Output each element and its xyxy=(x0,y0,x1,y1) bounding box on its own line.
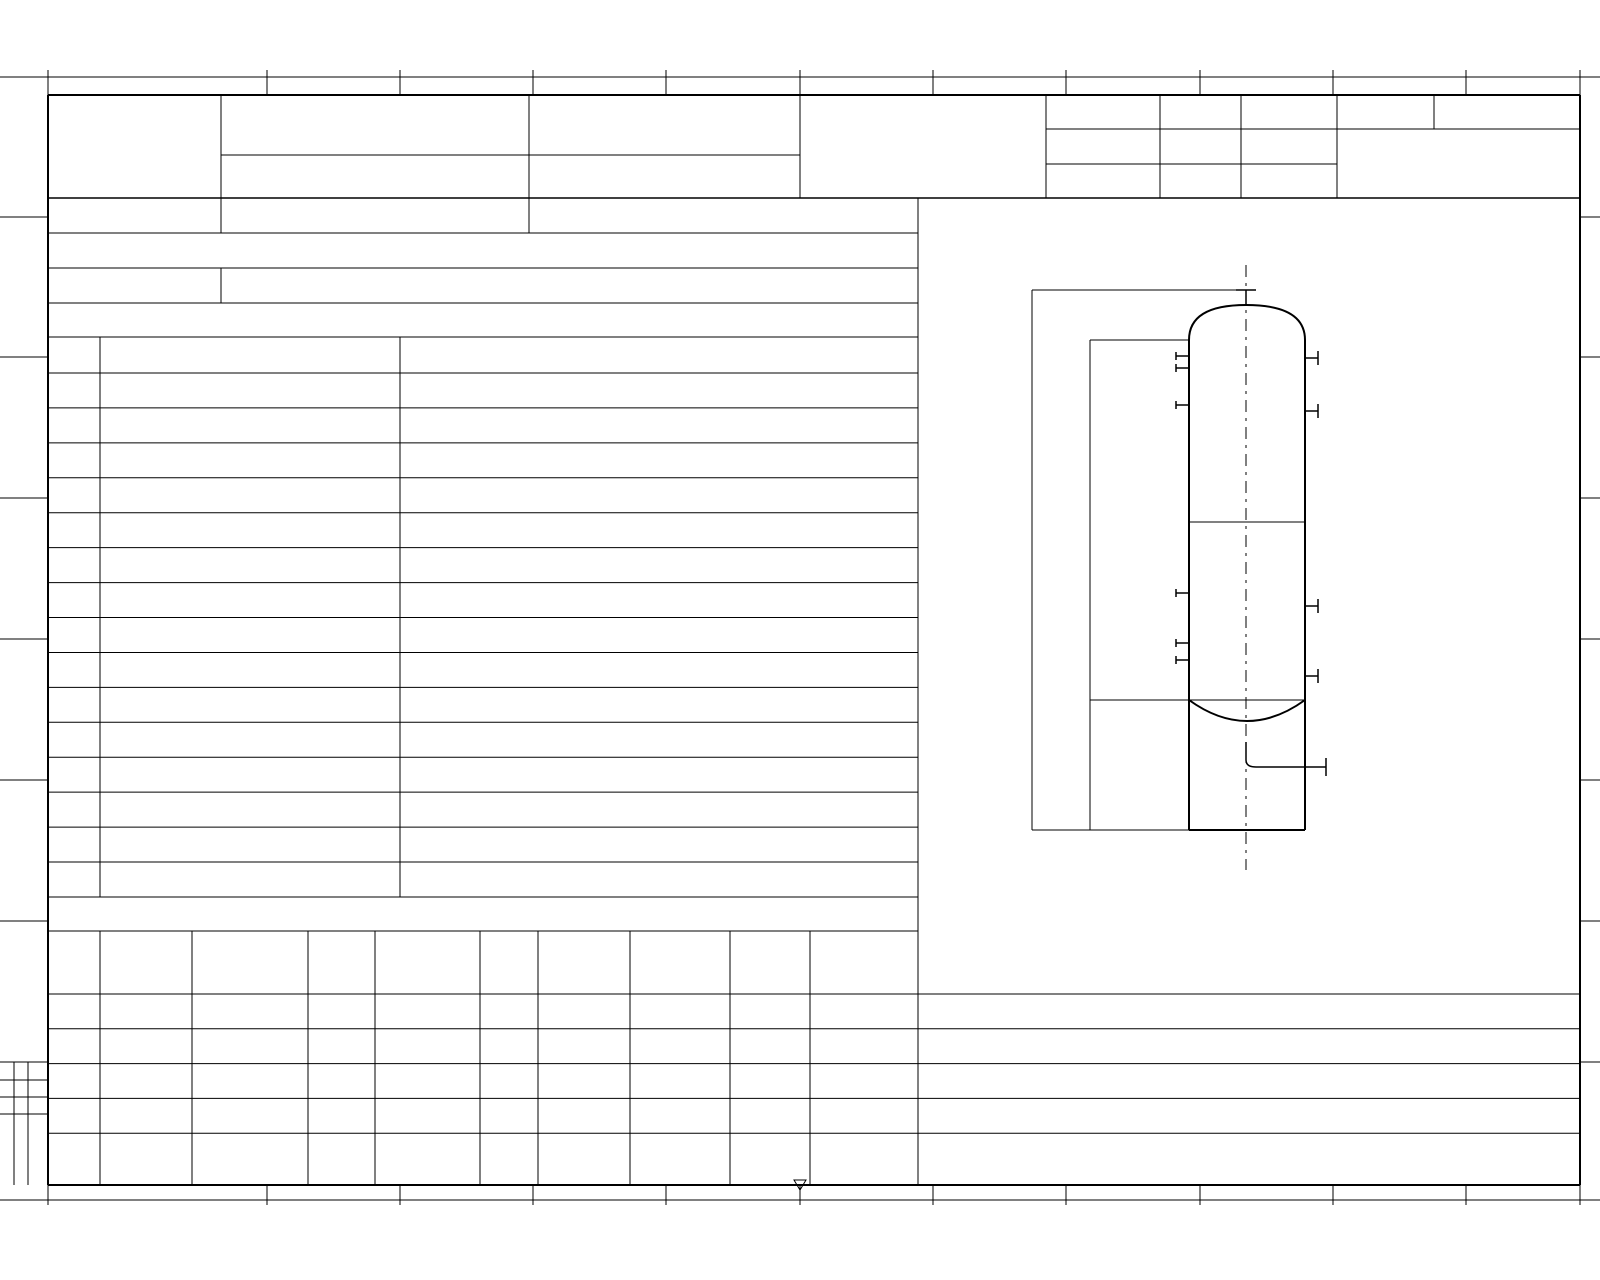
zone-col-label xyxy=(723,78,743,90)
nozzle-cell xyxy=(375,1029,480,1064)
nozzle-cell xyxy=(730,1029,810,1064)
zone-col-label xyxy=(590,78,610,90)
vessel-shell xyxy=(1189,340,1305,721)
nozzle-cell xyxy=(100,1064,192,1099)
param-number xyxy=(48,722,100,757)
param-number xyxy=(48,583,100,618)
param-value xyxy=(400,548,918,583)
nozzle-cell xyxy=(810,1029,918,1064)
zone-col-label xyxy=(1256,78,1276,90)
param-name xyxy=(112,373,400,408)
reference-label xyxy=(58,233,258,268)
param-name xyxy=(112,687,400,722)
nozzle-cell xyxy=(630,1098,730,1133)
zone-row-label xyxy=(16,140,32,152)
nozzle-cell xyxy=(810,1064,918,1099)
param-number xyxy=(48,652,100,687)
sheet-total xyxy=(1450,129,1560,198)
param-value xyxy=(400,792,918,827)
zone-row-label xyxy=(1584,704,1600,716)
zone-col-label xyxy=(1123,78,1143,90)
zone-col-label xyxy=(456,78,476,90)
nozzle-cell xyxy=(48,1064,100,1099)
client-name xyxy=(529,95,800,155)
name-header xyxy=(100,337,400,373)
nozzle-cell xyxy=(538,1029,630,1064)
zone-col-label xyxy=(590,1189,610,1201)
zone-col-label xyxy=(1390,78,1410,90)
zone-col-label xyxy=(1390,1189,1410,1201)
nozzle-cell xyxy=(192,994,308,1029)
nozzle-cell xyxy=(538,994,630,1029)
zone-col-label xyxy=(456,1189,476,1201)
param-value xyxy=(400,757,918,792)
stage-value xyxy=(1434,95,1580,129)
param-value xyxy=(400,827,918,862)
nozzle-cell xyxy=(192,1029,308,1064)
param-number xyxy=(48,443,100,478)
zone-row-label xyxy=(16,563,32,575)
nozzle-cell xyxy=(100,1098,192,1133)
zone-col-label xyxy=(723,1189,743,1201)
param-name xyxy=(112,757,400,792)
param-number xyxy=(48,478,100,513)
nozzle-cell xyxy=(480,1029,538,1064)
note-line xyxy=(930,994,1570,1029)
sheet-number xyxy=(1337,129,1457,198)
zone-col-label xyxy=(990,1189,1010,1201)
stage-label xyxy=(1337,95,1434,129)
zone-col-label xyxy=(856,78,876,90)
nozzle-header xyxy=(375,931,480,994)
zone-col-label xyxy=(856,1189,876,1201)
role-date xyxy=(1241,164,1337,198)
nozzle-header xyxy=(308,931,375,994)
param-number xyxy=(48,513,100,548)
param-name xyxy=(112,408,400,443)
position-label xyxy=(58,198,218,233)
zone-col-label xyxy=(1523,78,1543,90)
nozzle-cell xyxy=(630,1064,730,1099)
param-number xyxy=(48,687,100,722)
nozzle-cell xyxy=(308,994,375,1029)
zone-row-label xyxy=(16,281,32,293)
org-name xyxy=(221,95,529,155)
nozzle-cell xyxy=(100,994,192,1029)
nozzle-header xyxy=(100,931,192,994)
zone-row-label xyxy=(1584,422,1600,434)
zone-col-label xyxy=(1123,1189,1143,1201)
param-name xyxy=(112,548,400,583)
nozzle-cell xyxy=(48,1098,100,1133)
zone-row-label xyxy=(1584,845,1600,857)
nozzle-cell xyxy=(538,1064,630,1099)
nozzle-cell xyxy=(630,1029,730,1064)
nozzle-cell xyxy=(480,994,538,1029)
param-number xyxy=(48,792,100,827)
nozzle-cell xyxy=(308,1064,375,1099)
role-date xyxy=(1241,95,1337,129)
nozzle-cell xyxy=(308,1098,375,1133)
nozzle-cell xyxy=(192,1064,308,1099)
param-number xyxy=(48,548,100,583)
nozzle-cell xyxy=(538,1098,630,1133)
param-number xyxy=(48,618,100,653)
nozzle-cell xyxy=(630,994,730,1029)
nozzle-cell xyxy=(730,1098,810,1133)
zone-col-label xyxy=(57,78,77,90)
param-name xyxy=(112,652,400,687)
param-value xyxy=(400,722,918,757)
document-title xyxy=(800,95,1046,198)
nozzle-header xyxy=(538,931,630,994)
note-line xyxy=(968,1064,1568,1099)
note-line xyxy=(968,1029,1568,1064)
nozzle-cell xyxy=(308,1029,375,1064)
param-number xyxy=(48,373,100,408)
equipment-label xyxy=(58,268,218,303)
param-name xyxy=(112,792,400,827)
param-number xyxy=(48,827,100,862)
param-name xyxy=(112,827,400,862)
role-date xyxy=(1241,129,1337,164)
nozzle-cell xyxy=(375,1098,480,1133)
zone-col-label xyxy=(57,1189,77,1201)
nozzle-cell xyxy=(480,1098,538,1133)
nozzle-section-title xyxy=(48,897,918,931)
zone-col-label xyxy=(990,78,1010,90)
role-name xyxy=(1160,95,1241,129)
param-value xyxy=(400,478,918,513)
param-name xyxy=(112,583,400,618)
zone-col-label xyxy=(323,78,343,90)
zone-row-label xyxy=(1584,986,1600,998)
zone-row-label xyxy=(1584,1127,1600,1139)
param-value xyxy=(400,373,918,408)
nozzle-header xyxy=(48,931,100,994)
role-name xyxy=(1160,129,1241,164)
position-value xyxy=(221,198,529,233)
nozzle-cell xyxy=(810,994,918,1029)
section-title xyxy=(48,303,918,337)
nozzle-cell xyxy=(375,994,480,1029)
nozzle-header xyxy=(730,931,810,994)
param-number xyxy=(48,408,100,443)
param-name xyxy=(112,618,400,653)
zone-row-label xyxy=(16,845,32,857)
zone-row-label xyxy=(16,422,32,434)
param-number xyxy=(48,757,100,792)
role-label xyxy=(1046,129,1160,164)
stamp-label xyxy=(27,1165,39,1181)
zone-row-label xyxy=(1584,563,1600,575)
nozzle-cell xyxy=(100,1029,192,1064)
param-value xyxy=(400,443,918,478)
nozzle-cell xyxy=(730,1064,810,1099)
param-name xyxy=(112,443,400,478)
param-number xyxy=(48,862,100,897)
nozzle-cell xyxy=(810,1098,918,1133)
role-name xyxy=(1160,164,1241,198)
nozzle-cell xyxy=(48,994,100,1029)
nozzle-header xyxy=(630,931,730,994)
zone-row-label xyxy=(16,1127,32,1139)
param-value xyxy=(400,862,918,897)
zone-row-label xyxy=(1584,140,1600,152)
nozzle-cell xyxy=(48,1029,100,1064)
stamp-label xyxy=(1,1165,13,1181)
outlet-pipe xyxy=(1246,742,1326,767)
zone-col-label xyxy=(190,78,210,90)
zone-row-label xyxy=(1584,281,1600,293)
zone-row-label xyxy=(16,986,32,998)
nozzle-header xyxy=(810,931,918,994)
zone-col-label xyxy=(1523,1189,1543,1201)
project-name xyxy=(221,155,529,198)
role-label xyxy=(1046,95,1160,129)
drawing-number xyxy=(529,155,800,198)
zone-col-label xyxy=(190,1189,210,1201)
param-value xyxy=(400,618,918,653)
nozzle-cell xyxy=(480,1064,538,1099)
nozzle-header xyxy=(192,931,308,994)
zone-row-label xyxy=(16,704,32,716)
nozzle-cell xyxy=(375,1064,480,1099)
type-text xyxy=(529,198,918,233)
param-value xyxy=(400,583,918,618)
param-value xyxy=(400,652,918,687)
param-value xyxy=(400,687,918,722)
param-name xyxy=(112,862,400,897)
skirt xyxy=(1189,700,1305,830)
top-head-outline xyxy=(1189,305,1305,340)
role-label xyxy=(1046,164,1160,198)
zone-col-label xyxy=(323,1189,343,1201)
param-name xyxy=(112,513,400,548)
nozzle-cell xyxy=(192,1098,308,1133)
nozzle-cell xyxy=(730,994,810,1029)
param-name xyxy=(112,722,400,757)
param-value xyxy=(400,408,918,443)
equipment-name xyxy=(221,268,918,303)
param-value xyxy=(400,513,918,548)
stamp-label xyxy=(14,1165,26,1181)
nozzle-header xyxy=(480,931,538,994)
top-head xyxy=(1189,306,1305,338)
zone-col-label xyxy=(1256,1189,1276,1201)
param-name xyxy=(112,478,400,513)
